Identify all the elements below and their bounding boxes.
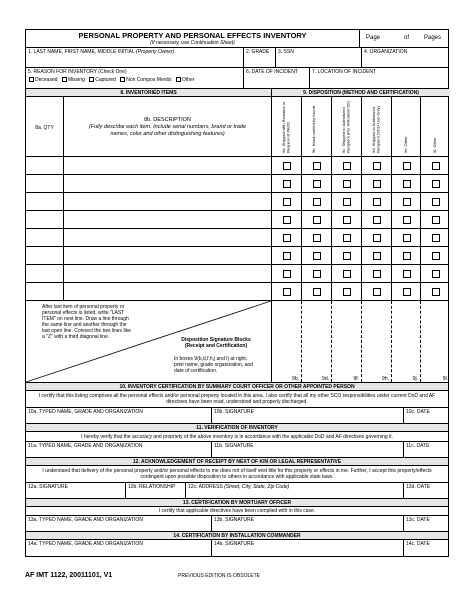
pages-label: Pages [424,35,442,41]
field-11b-label: 11b. SIGNATURE [214,443,254,449]
disposition-cell[interactable] [272,283,302,300]
section-14-fields [26,540,448,556]
disposition-checkbox[interactable] [283,198,291,206]
col-9a-header [272,97,302,156]
disposition-checkbox[interactable] [403,198,411,206]
table-row [26,211,448,229]
signature-blocks-subtitle: (Receipt and Certification) [184,343,248,349]
ssn-field[interactable] [276,48,362,67]
field-10c-label: 10c. DATE [406,409,430,415]
field-12a-label: 12a. SIGNATURE [28,484,68,490]
disposition-checkbox[interactable] [313,252,321,260]
disposition-cell[interactable] [272,247,302,264]
sig-9d-label: 9d. [322,376,329,382]
qty-header [26,97,64,156]
disposition-cell[interactable] [302,283,332,300]
disposition-cell[interactable] [302,157,332,174]
disposition-cell[interactable] [302,193,332,210]
disposition-cell[interactable] [392,229,421,246]
disposition-checkbox[interactable] [432,270,440,278]
instructions-cell [26,301,272,382]
description-cell[interactable] [64,157,272,174]
section-11-title: 11. VERIFICATION OF INVENTORY [26,424,448,432]
reason-captured-label: Captured [95,77,116,83]
disposition-checkbox[interactable] [373,198,381,206]
disposition-cell[interactable] [272,211,302,228]
disposition-cell[interactable] [392,193,421,210]
field-12c-note: (Street, City, State, Zip Code) [224,484,290,490]
incident-location-label: 7. LOCATION OF INCIDENT [312,69,377,75]
sig-9l-label: 9l. [442,376,448,382]
reason-label: 5. REASON FOR INVENTORY (Check One) [28,69,127,75]
reason-non-compos-checkbox[interactable] [120,77,125,82]
inventory-form [25,29,449,557]
disposition-cell[interactable] [421,265,450,282]
section-8-title: 8. INVENTORIED ITEMS [26,89,272,96]
row-1 [26,48,448,68]
reason-field [26,68,244,88]
description-cell[interactable] [64,265,272,282]
disposition-cell[interactable] [421,193,450,210]
organization-field[interactable] [362,48,450,67]
disposition-checkbox[interactable] [403,234,411,242]
col-9a-label: 9a. Shipped with Remains or Request of PADD [281,101,291,153]
sig-9b[interactable] [272,301,302,382]
disposition-checkbox[interactable] [343,162,351,170]
field-11c-label: 11c. DATE [406,443,430,449]
field-13a-label: 13a. TYPED NAME, GRADE AND ORGANIZATION [28,517,143,523]
description-note: (Fully describe each item. Include serial numbers, brand or trade names, color and other distinguishing features) [88,124,247,137]
disposition-cell[interactable] [392,265,421,282]
col-9b-header [302,97,332,156]
disposition-checkbox[interactable] [283,162,291,170]
col-9c-header [332,97,362,156]
col-9f-label: 9f. Other [432,137,437,153]
disposition-checkbox[interactable] [432,216,440,224]
description-cell[interactable] [64,175,272,192]
table-row [26,229,448,247]
section-12-text: I understand that delivery of the personal property and/or personal effects to me does not of itself vest title for this property or effects in me. Further, I accept this property/effects contingent upon possible disposition to others in accordance with applicable state laws. [26,466,448,483]
form-id: AF IMT 1122, 20011101, V1 [25,572,113,579]
disposition-cell[interactable] [392,283,421,300]
disposition-cell[interactable] [272,265,302,282]
disposition-checkbox[interactable] [313,180,321,188]
field-14b-label: 14b. SIGNATURE [214,541,254,547]
disposition-checkbox[interactable] [283,288,291,296]
organization-label: 4. ORGANIZATION [364,49,408,55]
disposition-cell[interactable] [362,247,392,264]
disposition-checkbox[interactable] [313,198,321,206]
disposition-checkbox[interactable] [283,252,291,260]
section-12-fields [26,483,448,499]
reason-other-label: Other [181,77,195,83]
disposition-checkbox[interactable] [343,180,351,188]
disposition-checkbox[interactable] [373,270,381,278]
disposition-cell[interactable] [421,175,450,192]
sig-9h[interactable] [362,301,392,382]
section-13-title: 13. CERTIFICATION BY MORTUARY OFFICER [26,499,448,507]
disposition-cell[interactable] [302,229,332,246]
incident-date-label: 6. DATE OF INCIDENT [246,69,298,75]
disposition-checkbox[interactable] [313,216,321,224]
row-5 [26,68,448,89]
field-10b[interactable] [212,408,404,423]
disposition-cell[interactable] [332,193,362,210]
qty-label: 8a. QTY [35,125,54,131]
qty-cell[interactable] [26,157,64,174]
sig-9b-label: 9b. [292,376,299,382]
disposition-checkbox[interactable] [432,162,440,170]
col-9f-header [421,97,450,156]
disposition-cell[interactable] [421,211,450,228]
qty-cell[interactable] [26,283,64,300]
disposition-cell[interactable] [362,211,392,228]
disposition-checkbox[interactable] [283,216,291,224]
table-row [26,247,448,265]
disposition-checkbox[interactable] [432,288,440,296]
field-14a-label: 14a. TYPED NAME, GRADE AND ORGANIZATION [28,541,143,547]
disposition-checkbox[interactable] [432,198,440,206]
field-11c[interactable] [404,442,450,457]
sig-9h-label: 9h. [382,376,389,382]
disposition-checkbox[interactable] [373,252,381,260]
page-cell [360,30,450,47]
reason-options [26,77,194,83]
field-10c[interactable] [404,408,450,423]
disposition-checkbox[interactable] [373,180,381,188]
name-note: (Property Owner) [136,49,175,55]
signature-blocks-title: Disposition Signature Blocks [181,337,251,343]
qty-cell[interactable] [26,193,64,210]
section-8-9-header [26,89,448,97]
disposition-cell[interactable] [421,247,450,264]
disposition-checkbox[interactable] [313,234,321,242]
disposition-checkbox[interactable] [403,288,411,296]
disposition-cell[interactable] [332,247,362,264]
description-cell[interactable] [64,229,272,246]
sig-9j-label: 9j. [412,376,418,382]
disposition-cell[interactable] [302,265,332,282]
section-11-text: I hereby verify that the accuracy and propriety of the above inventory is in accordance with the applicable DoD and AF directives governing it. [26,432,448,442]
field-11a-label: 11a. TYPED NAME, GRADE AND ORGANIZATION [28,443,143,449]
column-headers [26,97,448,157]
section-10-text: I certify that this listing comprises all the personal effects and/or personal property located in this area. I also certify that all my other SCO responsibilities under current DoD and AF directives have been read, understood and properly discharged. [26,391,448,408]
description-cell[interactable] [64,211,272,228]
disposition-checkbox[interactable] [432,180,440,188]
incident-date-field[interactable] [244,68,310,88]
disposition-checkbox[interactable] [403,270,411,278]
reason-other-checkbox[interactable] [176,77,181,82]
field-10a-label: 10a. TYPED NAME, GRADE AND ORGANIZATION [28,409,143,415]
field-10a[interactable] [26,408,212,423]
disposition-checkbox[interactable] [283,180,291,188]
reason-missing-label: Missing [67,77,85,83]
disposition-checkbox[interactable] [432,252,440,260]
description-cell[interactable] [64,283,272,300]
disposition-cell[interactable] [332,211,362,228]
section-10-fields [26,408,448,424]
field-14a[interactable] [26,540,212,556]
description-header [64,97,272,156]
signature-blocks-note: In boxes 9(b,d,f,h,j and l) at right, print name, grade organization, and date of certification. [174,356,253,374]
form-title: PERSONAL PROPERTY AND PERSONAL EFFECTS INVENTORY [78,31,307,40]
qty-cell[interactable] [26,229,64,246]
description-cell[interactable] [64,193,272,210]
disposition-checkbox[interactable] [403,252,411,260]
item-rows [26,157,448,301]
disposition-cell[interactable] [332,157,362,174]
field-12c[interactable] [186,483,404,498]
sig-9f[interactable] [332,301,362,382]
field-12a[interactable] [26,483,126,498]
col-9b-label: 9b. Hand-carried by escort [311,105,316,153]
section-11-fields [26,442,448,458]
disposition-cell[interactable] [302,175,332,192]
field-13c-label: 13c. DATE [406,517,430,523]
reason-deceased-label: Deceased [35,77,58,83]
disposition-checkbox[interactable] [403,216,411,224]
disposition-checkbox[interactable] [343,270,351,278]
disposition-cell[interactable] [421,157,450,174]
disposition-cell[interactable] [392,157,421,174]
field-12d-label: 12d. DATE [406,484,431,490]
disposition-cell[interactable] [272,157,302,174]
reason-deceased-checkbox[interactable] [29,77,34,82]
description-cell[interactable] [64,247,272,264]
qty-cell[interactable] [26,265,64,282]
sig-9l[interactable] [421,301,450,382]
previous-edition-note: PREVIOUS EDITION IS OBSOLETE [178,573,260,579]
disposition-checkbox[interactable] [403,162,411,170]
disposition-checkbox[interactable] [343,252,351,260]
field-13b[interactable] [212,516,404,531]
name-field[interactable] [26,48,244,67]
disposition-cell[interactable] [392,211,421,228]
field-13b-label: 13b. SIGNATURE [214,517,254,523]
disposition-cell[interactable] [302,211,332,228]
qty-cell[interactable] [26,175,64,192]
disposition-checkbox[interactable] [373,162,381,170]
col-9d-label: 9d. Shipped to Authorized Recipient (SCO-Use Only) [371,106,381,153]
of-label: of [404,35,410,41]
sig-9d[interactable] [302,301,332,382]
disposition-cell[interactable] [362,265,392,282]
field-13c[interactable] [404,516,450,531]
col-9d-header [362,97,392,156]
disposition-cell[interactable] [362,283,392,300]
field-14c[interactable] [404,540,450,556]
disposition-checkbox[interactable] [403,180,411,188]
section-12-title: 12. ACKNOWLEDGEMENT OF RECEIPT BY NEXT OF KIN OR LEGAL REPRESENTATIVE [26,458,448,466]
disposition-checkbox[interactable] [283,234,291,242]
col-9e-label: 9e. Other [403,136,408,153]
disposition-checkbox[interactable] [313,288,321,296]
disposition-checkbox[interactable] [373,216,381,224]
incident-location-field[interactable] [310,68,450,88]
reason-non-compos-label: Non Compos Mentis [126,77,172,83]
disposition-cell[interactable] [332,229,362,246]
col-9c-label: 9c. Shipped to Authorized Recipient (Per Ntfication/ Dir) [341,101,351,153]
disposition-checkbox[interactable] [313,162,321,170]
section-10-title: 10. INVENTORY CERTIFICATION BY SUMMARY COURT OFFICER OR OTHER APPOINTED PERSON [26,383,448,391]
sig-9f-label: 9f. [353,376,359,382]
disposition-cell[interactable] [272,175,302,192]
description-title: 8b. DESCRIPTION [144,117,191,123]
reason-captured-checkbox[interactable] [89,77,94,82]
disposition-checkbox[interactable] [313,270,321,278]
page-label: Page [366,35,381,41]
qty-cell[interactable] [26,211,64,228]
disposition-cell[interactable] [332,265,362,282]
disposition-checkbox[interactable] [373,288,381,296]
section-14-title: 14. CERTIFICATION BY INSTALLATION COMMANDER [26,532,448,540]
sig-9j[interactable] [392,301,421,382]
field-12c-label: 12c. ADDRESS [188,484,223,490]
disposition-cell[interactable] [392,175,421,192]
disposition-cell[interactable] [421,229,450,246]
field-14c-label: 14c. DATE [406,541,430,547]
field-10b-label: 10b. SIGNATURE [214,409,254,415]
field-12b[interactable] [126,483,186,498]
col-9e-header [392,97,421,156]
form-subtitle: (If necessary, use Continuation Sheet) [150,40,235,46]
disposition-checkbox[interactable] [283,270,291,278]
field-11a[interactable] [26,442,212,457]
disposition-checkbox[interactable] [343,288,351,296]
grade-label: 2. GRADE [246,49,270,55]
disposition-checkbox[interactable] [343,198,351,206]
disposition-checkbox[interactable] [343,234,351,242]
disposition-cell[interactable] [302,247,332,264]
title-row [26,30,448,48]
table-row [26,175,448,193]
field-11b[interactable] [212,442,404,457]
disposition-checkbox[interactable] [343,216,351,224]
name-label: 1. LAST NAME, FIRST NAME, MIDDLE INITIAL [28,49,135,55]
signature-block-row [26,301,448,383]
disposition-cell[interactable] [272,229,302,246]
disposition-cell[interactable] [362,175,392,192]
table-row [26,157,448,175]
disposition-cell[interactable] [332,283,362,300]
table-row [26,283,448,301]
disposition-cell[interactable] [392,247,421,264]
disposition-cell[interactable] [272,193,302,210]
section-13-text: I certify that applicable directives have been complied with in this case. [26,507,448,516]
disposition-cell[interactable] [332,175,362,192]
table-row [26,265,448,283]
disposition-cell[interactable] [362,193,392,210]
field-13a[interactable] [26,516,212,531]
disposition-cell[interactable] [421,283,450,300]
table-row [26,193,448,211]
field-12b-label: 12b. RELATIONSHIP [128,484,176,490]
section-9-title: 9. DISPOSITION (METHOD AND CERTIFICATION) [272,89,450,96]
disposition-cell[interactable] [362,229,392,246]
reason-missing-checkbox[interactable] [62,77,67,82]
field-12d[interactable] [404,483,450,498]
qty-cell[interactable] [26,247,64,264]
last-item-instructions: After last item of personal property or personal effects is listed, write "LAST ITEM" on next line. Draw a line through the same line and another through the last open line. Connect the two lines like a "Z" with a third diagonal line. [42,304,131,340]
section-13-fields [26,516,448,532]
grade-field[interactable] [244,48,276,67]
disposition-cell[interactable] [362,157,392,174]
field-14b[interactable] [212,540,404,556]
disposition-checkbox[interactable] [373,234,381,242]
ssn-label: 3. SSN [278,49,294,55]
disposition-checkbox[interactable] [432,234,440,242]
title-cell [26,30,360,47]
